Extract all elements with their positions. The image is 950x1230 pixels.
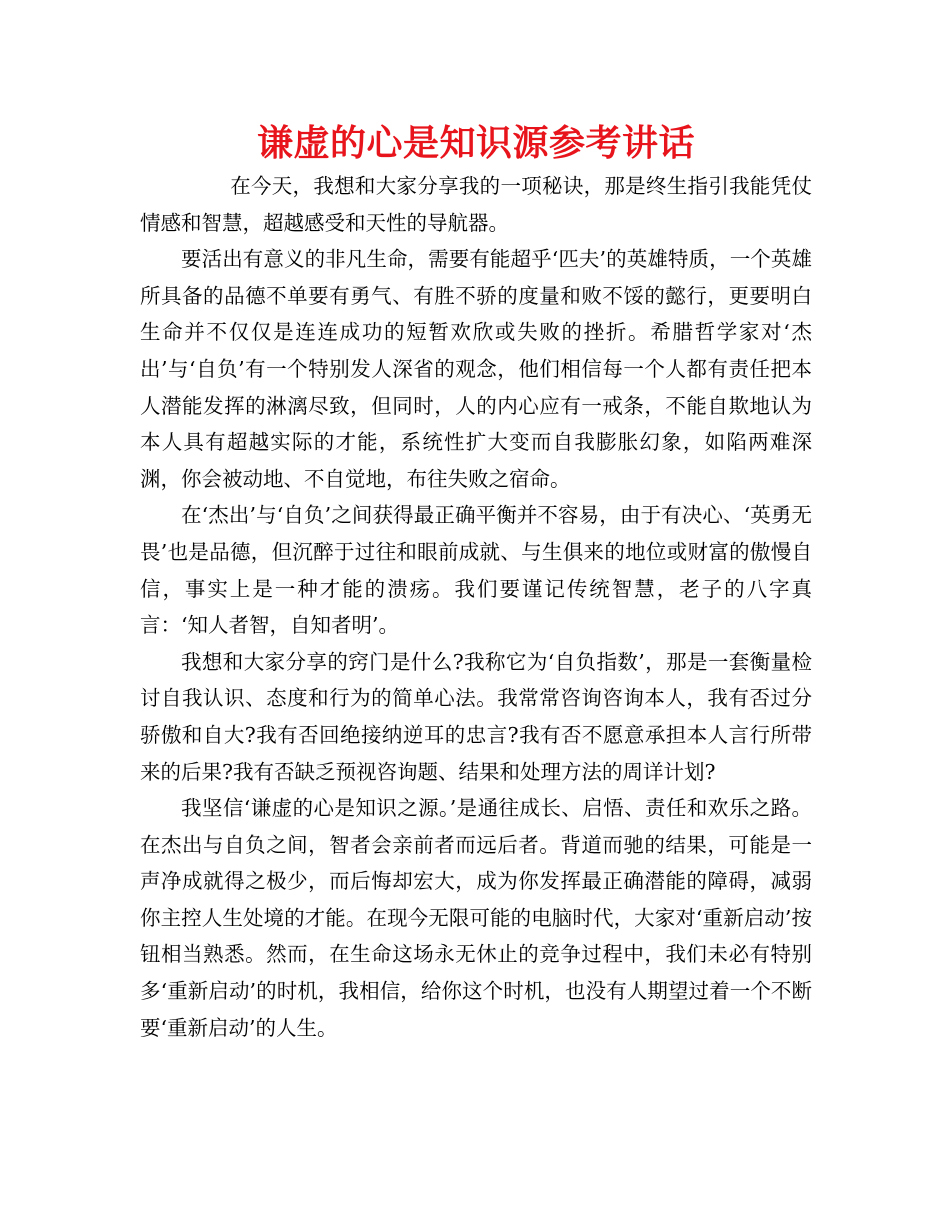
paragraph-1: 在今天，我想和大家分享我的一项秘诀，那是终生指引我能凭仗情感和智慧，超越感受和天性的导航器。 bbox=[140, 174, 812, 235]
document-title: 谦虚的心是知识源参考讲话 bbox=[256, 123, 695, 164]
paragraph-5: 我坚信‘谦虚的心是知识之源。’是通往成长、启悟、责任和欢乐之路。在杰出与自负之间，智者会亲前者而远后者。背道而驰的结果，可能是一声净成就得之极少，而后悔却宏大，成为你发挥最正确潜能的障碍，减弱你主控人生处境的才能。在现今无限可能的电脑时代，大家对‘重新启动’按钮相当熟悉。然而，在生命这场永无休止的竞争过程中，我们未必有特别多‘重新启动’的时机，我相信，给你这个时机，也没有人期望过着一个不断要‘重新启动’的人生。 bbox=[140, 796, 812, 1040]
paragraph-4: 我想和大家分享的窍门是什么?我称它为‘自负指数’，那是一套衡量检讨自我认识、态度和行为的简单心法。我常常咨询咨询本人，我有否过分骄傲和自大?我有否回绝接纳逆耳的忠言?我有否不愿意承担本人言行所带来的后果?我有否缺乏预视咨询题、结果和处理方法的周详计划? bbox=[140, 649, 812, 784]
paragraph-3: 在‘杰出’与‘自负’之间获得最正确平衡并不容易，由于有决心、‘英勇无畏’也是品德，但沉醉于过往和眼前成就、与生俱来的地位或财富的傲慢自信，事实上是一种才能的溃疡。我们要谨记传统智慧，老子的八字真言：‘知人者智，自知者明’。 bbox=[140, 503, 812, 638]
document-page bbox=[140, 118, 812, 1046]
paragraph-2: 要活出有意义的非凡生命，需要有能超乎‘匹夫’的英雄特质，一个英雄所具备的品德不单要有勇气、有胜不骄的度量和败不馁的懿行，更要明白生命并不仅仅是连连成功的短暂欢欣或失败的挫折。希腊哲学家对‘杰出’与‘自负’有一个特别发人深省的观念，他们相信每一个人都有责任把本人潜能发挥的淋漓尽致，但同时，人的内心应有一戒条，不能自欺地认为本人具有超越实际的才能，系统性扩大变而自我膨胀幻象，如陷两难深渊，你会被动地、不自觉地，布往失败之宿命。 bbox=[140, 247, 812, 491]
